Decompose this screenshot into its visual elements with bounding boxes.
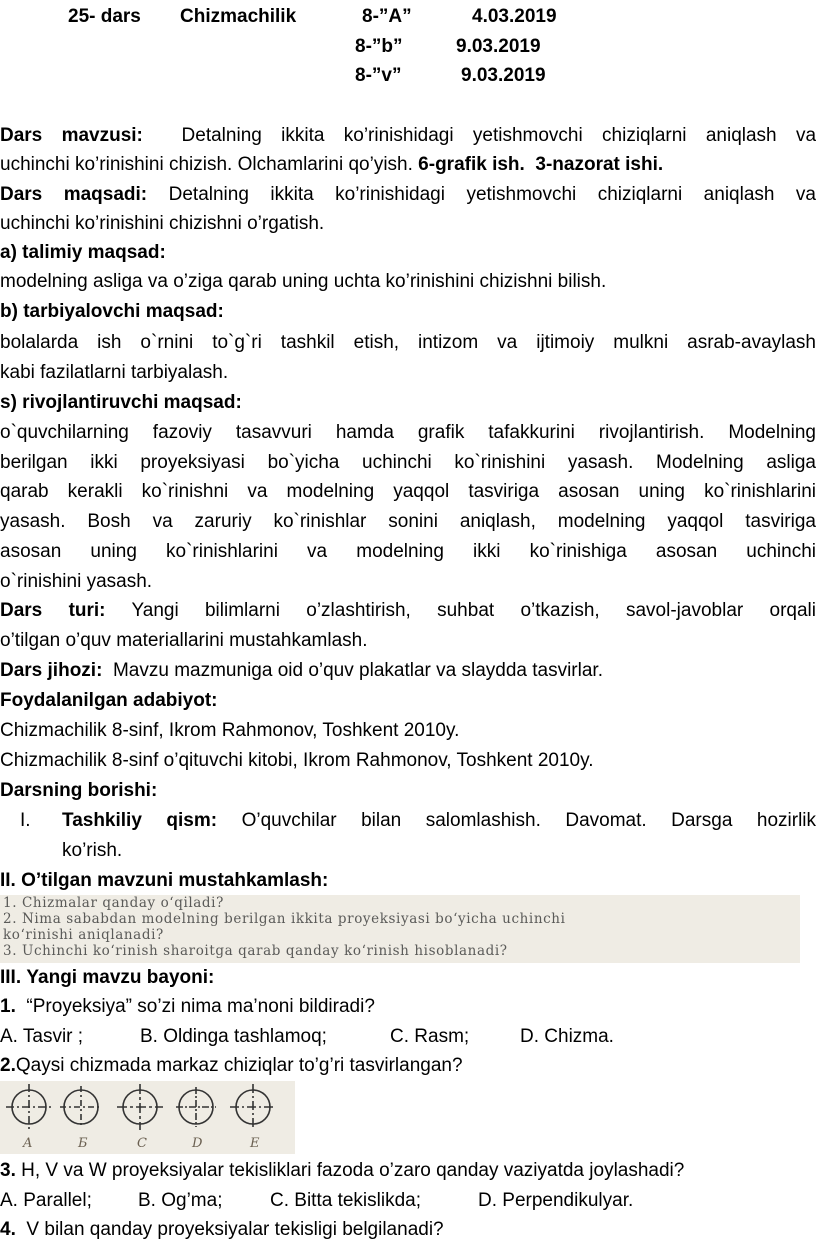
upbringing-heading bbox=[0, 298, 816, 327]
lesson-type-label: Dars turi: bbox=[0, 600, 106, 621]
development-text: asosan uning ko`rinishlarini va modelning ikki ko`rinishiga asosan uchinchi bbox=[0, 541, 816, 562]
literature-item bbox=[0, 747, 816, 776]
topic-line bbox=[0, 151, 816, 180]
goal-line bbox=[0, 181, 816, 210]
literature-text: Chizmachilik 8-sinf, Ikrom Rahmonov, Toshkent 2010y. bbox=[0, 720, 460, 741]
option-letter: C bbox=[137, 1136, 147, 1151]
development-text: yasash. Bosh va zaruriy ko`rinishlar sonini aniqlash, modelning yaqqol tasviriga bbox=[0, 511, 816, 532]
option-letter: E bbox=[250, 1136, 260, 1151]
new-topic-heading bbox=[0, 964, 816, 993]
lesson-type-line bbox=[0, 627, 816, 656]
question-2 bbox=[0, 1052, 816, 1081]
edu-goal-label: a) talimiy maqsad: bbox=[0, 242, 166, 263]
question-number: 3. bbox=[0, 1160, 16, 1181]
development-text: o`quvchilarning fazoviy tasavvuri hamda grafik tafakkurini rivojlantirish. Modelning bbox=[0, 422, 816, 443]
development-text: o`rinishini yasash. bbox=[0, 571, 153, 592]
development-line bbox=[0, 538, 816, 567]
topic-line bbox=[0, 122, 816, 151]
control-work: 3-nazorat ishi. bbox=[535, 154, 664, 175]
development-text: qarab kerakli ko`rinishni va modelning yaqqol tasviriga asosan uning ko`rinishlarini bbox=[0, 481, 816, 502]
question-text: “Proyeksiya” so’zi nima ma’noni bildiradi? bbox=[26, 996, 375, 1017]
option-letter: Б bbox=[78, 1136, 88, 1151]
step-body: ko’rish. bbox=[62, 840, 123, 861]
equipment-line bbox=[0, 657, 816, 686]
subject-title: Chizmachilik bbox=[180, 6, 297, 27]
question-number: 4. bbox=[0, 1219, 16, 1240]
development-label: s) rivojlantiruvchi maqsad: bbox=[0, 392, 242, 413]
class-date: 9.03.2019 bbox=[456, 36, 541, 57]
answer-option: B. Oldinga tashlamoq; bbox=[140, 1026, 327, 1047]
lesson-type-text: o’tilgan o’quv materiallarini mustahkamlash. bbox=[0, 630, 368, 651]
development-heading bbox=[0, 389, 816, 418]
procedure-step-2 bbox=[0, 867, 816, 896]
step-2-label: II. O’tilgan mavzuni mustahkamlash: bbox=[0, 870, 329, 891]
answer-option: C. Bitta tekislikda; bbox=[270, 1190, 421, 1211]
edu-goal-body: modelning asliga va o’ziga qarab uning uchta ko’rinishini chizishni bilish. bbox=[0, 271, 607, 292]
goal-text: Detalning ikkita ko’rinishidagi yetishmovchi chiziqlarni aniqlash va bbox=[168, 184, 816, 205]
new-topic-label: Yangi mavzu bayoni: bbox=[26, 967, 215, 988]
question-4 bbox=[0, 1216, 816, 1245]
literature-label: Foydalanilgan adabiyot: bbox=[0, 690, 218, 711]
class-name: 8-”b” bbox=[355, 36, 403, 57]
question-1-options bbox=[0, 1023, 816, 1052]
centerline-options-image bbox=[0, 1081, 295, 1154]
question-text: H, V va W proyeksiyalar tekisliklari fazoda o’zaro qanday vaziyatda joylashadi? bbox=[21, 1160, 685, 1181]
lesson-number: 25- dars bbox=[68, 6, 141, 27]
topic-label: Dars mavzusi: bbox=[0, 125, 143, 146]
review-question: ko‘rinishi aniqlanadi? bbox=[3, 927, 164, 943]
answer-option: C. Rasm; bbox=[390, 1026, 470, 1047]
review-question: 2. Nima sababdan modelning berilgan ikkita proyeksiyasi bo‘yicha uchinchi bbox=[3, 911, 566, 927]
upbringing-label: b) tarbiyalovchi maqsad: bbox=[0, 301, 224, 322]
graphic-work: 6-grafik ish. bbox=[418, 154, 525, 175]
option-letter: A bbox=[23, 1136, 33, 1151]
literature-item bbox=[0, 717, 816, 746]
answer-option: A. Tasvir ; bbox=[0, 1026, 84, 1047]
edu-goal-heading bbox=[0, 239, 816, 268]
equipment-label: Dars jihozi: bbox=[0, 660, 103, 681]
review-question: 1. Chizmalar qanday o‘qiladi? bbox=[3, 895, 224, 911]
step-label: Tashkiliy qism: bbox=[62, 810, 218, 831]
development-line bbox=[0, 508, 816, 537]
centerline-circles-figure bbox=[0, 1081, 295, 1154]
step-text bbox=[62, 807, 816, 835]
equipment-text: Mavzu mazmuniga oid o’quv plakatlar va slaydda tasvirlar. bbox=[112, 660, 603, 681]
question-text: Qaysi chizmada markaz chiziqlar to’g’ri tasvirlangan? bbox=[15, 1055, 463, 1076]
question-number: 2. bbox=[0, 1055, 16, 1076]
option-letter: D bbox=[192, 1136, 203, 1151]
topic-text: Detalning ikkita ko’rinishidagi yetishmovchi chiziqlarni aniqlash va bbox=[181, 125, 816, 146]
question-3-options bbox=[0, 1187, 816, 1216]
development-line bbox=[0, 568, 816, 597]
answer-option: B. Og’ma; bbox=[138, 1190, 223, 1211]
question-3 bbox=[0, 1157, 816, 1186]
topic-text: uchinchi ko’rinishini chizish. Olchamlarini qo’yish. bbox=[0, 154, 413, 175]
development-line bbox=[0, 478, 816, 507]
goal-text: uchinchi ko’rinishini chizishni o’rgatish. bbox=[0, 213, 325, 234]
upbringing-text bbox=[0, 359, 816, 388]
step-body: O’quvchilar bilan salomlashish. Davomat. Darsga hozirlik bbox=[241, 810, 816, 831]
answer-option: D. Chizma. bbox=[520, 1026, 614, 1047]
procedure-label: Darsning borishi: bbox=[0, 780, 158, 801]
goal-line bbox=[0, 210, 816, 239]
edu-goal-text bbox=[0, 268, 816, 297]
upbringing-text bbox=[0, 329, 816, 358]
development-text: berilgan ikki proyeksiyasi bo`yicha uchinchi ko`rinishini yasash. Modelning asliga bbox=[0, 452, 816, 473]
new-topic-number: III. bbox=[0, 967, 22, 988]
question-number: 1. bbox=[0, 996, 16, 1017]
review-question: 3. Uchinchi ko‘rinish sharoitga qarab qanday ko‘rinish hisoblanadi? bbox=[3, 943, 508, 959]
goal-label: Dars maqsadi: bbox=[0, 184, 148, 205]
procedure-step bbox=[0, 807, 816, 836]
development-line bbox=[0, 449, 816, 478]
class-name: 8-”v” bbox=[355, 65, 402, 86]
class-name: 8-”A” bbox=[362, 6, 412, 27]
answer-option: A. Parallel; bbox=[0, 1190, 92, 1211]
class-date: 9.03.2019 bbox=[461, 65, 546, 86]
development-line bbox=[0, 419, 816, 448]
answer-option: D. Perpendikulyar. bbox=[478, 1190, 634, 1211]
literature-text: Chizmachilik 8-sinf o’qituvchi kitobi, Ikrom Rahmonov, Toshkent 2010y. bbox=[0, 750, 594, 771]
review-questions-image bbox=[0, 895, 800, 963]
lesson-type-text: Yangi bilimlarni o’zlashtirish, suhbat o’tkazish, savol-javoblar orqali bbox=[131, 600, 816, 621]
upbringing-body: kabi fazilatlarni tarbiyalash. bbox=[0, 362, 229, 383]
procedure-step bbox=[0, 837, 816, 866]
procedure-heading bbox=[0, 777, 816, 806]
literature-heading bbox=[0, 687, 816, 716]
upbringing-body: bolalarda ish o`rnini to`g`ri tashkil etish, intizom va ijtimoiy mulkni asrab-avaylash bbox=[0, 332, 816, 353]
class-date: 4.03.2019 bbox=[472, 6, 557, 27]
step-number: I. bbox=[20, 810, 31, 831]
question-text: V bilan qanday proyeksiyalar tekisligi belgilanadi? bbox=[26, 1219, 444, 1240]
question-1 bbox=[0, 993, 816, 1022]
lesson-type-line bbox=[0, 597, 816, 626]
